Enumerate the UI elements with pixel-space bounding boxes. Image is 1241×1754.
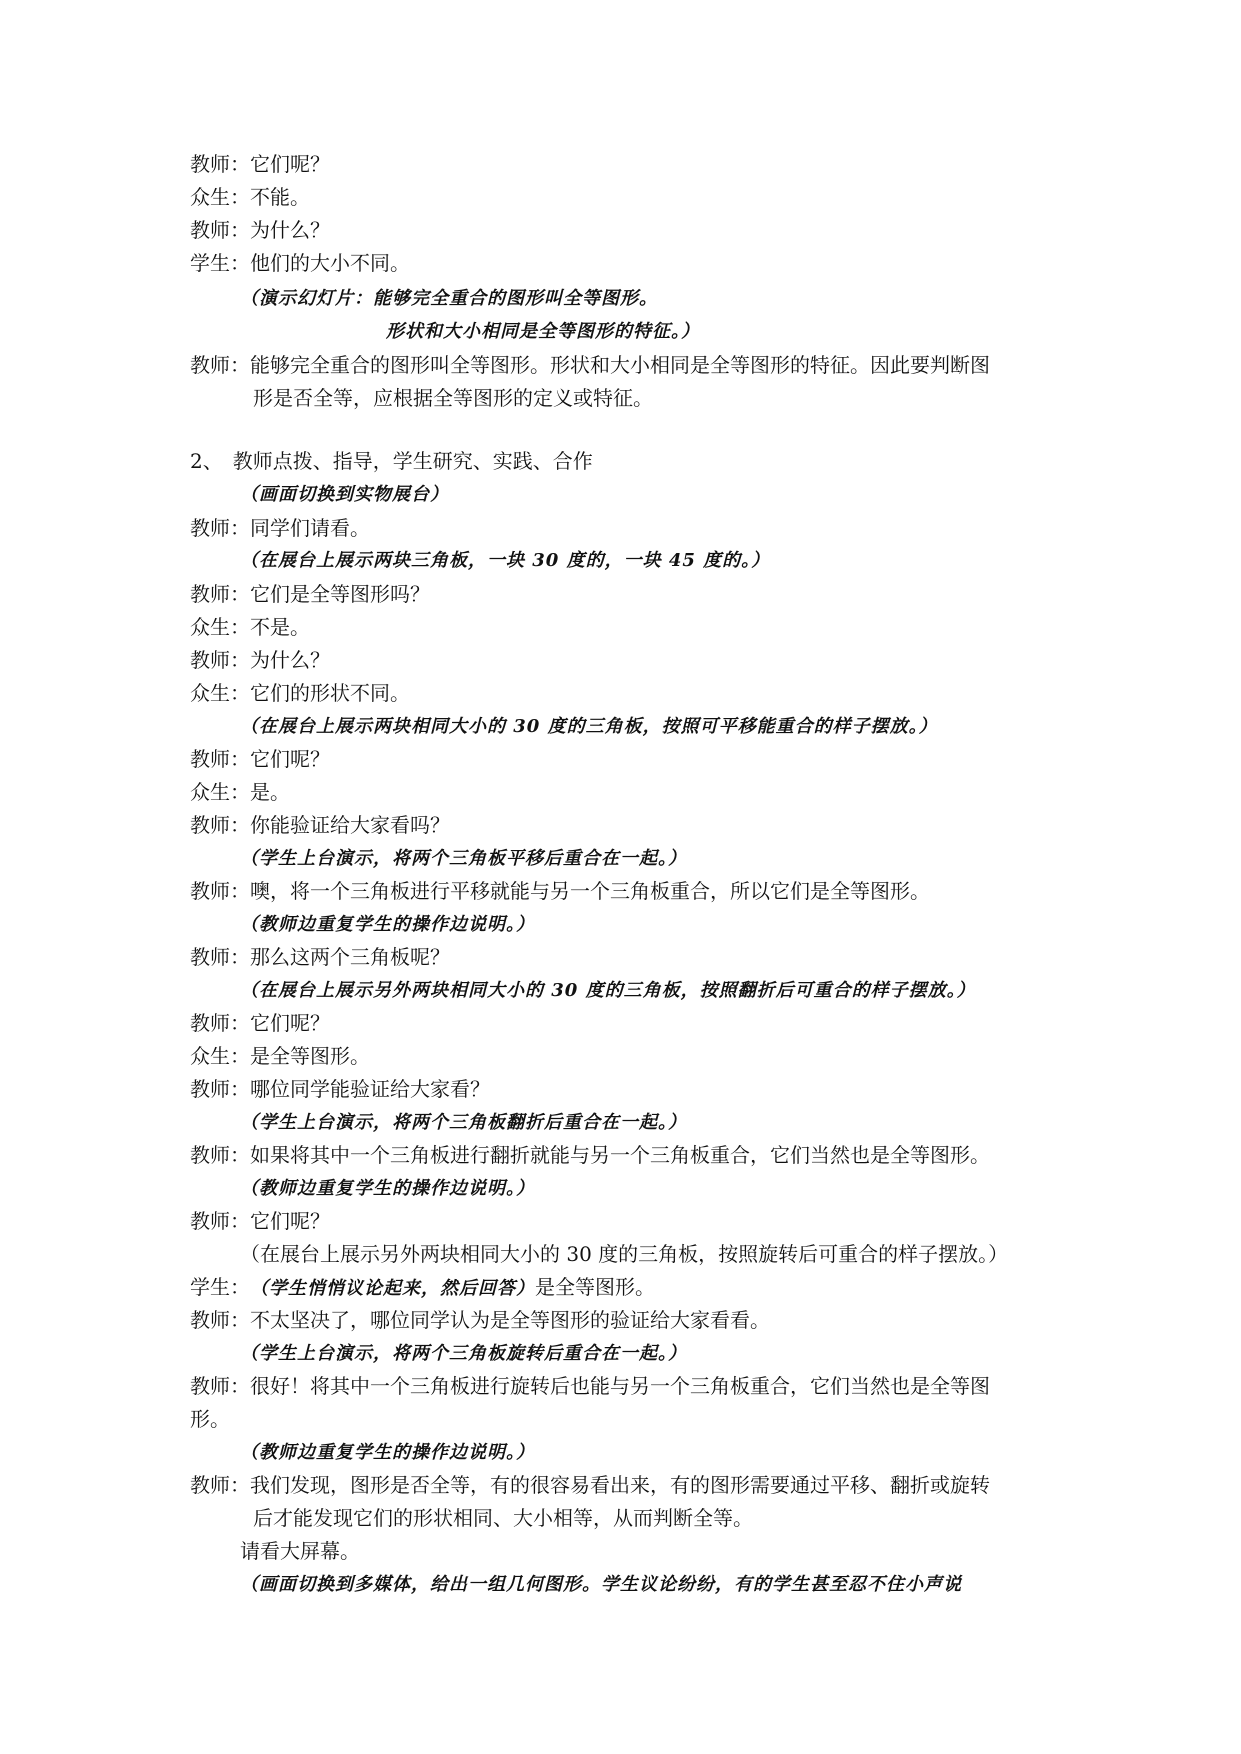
dialogue-line: 众生：是。 <box>190 780 290 804</box>
dialogue-line: 众生：是全等图形。 <box>190 1044 370 1068</box>
dialogue-line: 教师：那么这两个三角板呢？ <box>190 945 450 969</box>
dialogue-line: 形是否全等，应根据全等图形的定义或特征。 <box>253 386 653 410</box>
stage-note: （画面切换到实物展台） <box>240 484 449 505</box>
stage-note: （学生上台演示，将两个三角板翻折后重合在一起。） <box>240 1112 687 1133</box>
dialogue-line: 教师：同学们请看。 <box>190 516 370 540</box>
inline-stage-note: （学生悄悄议论起来，然后回答） <box>250 1278 535 1299</box>
dialogue-line: 请看大屏幕。 <box>240 1539 360 1563</box>
dialogue-line: 众生：不能。 <box>190 185 310 209</box>
stage-note: 形状和大小相同是全等图形的特征。） <box>386 321 700 342</box>
dialogue-line: 教师：它们是全等图形吗？ <box>190 582 430 606</box>
stage-note: （在展台上展示两块三角板，一块 30 度的，一块 45 度的。） <box>240 550 771 571</box>
dialogue-line: 教师：它们呢？ <box>190 152 330 176</box>
reply-text: 是全等图形。 <box>535 1275 655 1299</box>
dialogue-line: 众生：它们的形状不同。 <box>190 681 410 705</box>
dialogue-line: 形。 <box>190 1407 230 1431</box>
dialogue-line: 学生：他们的大小不同。 <box>190 251 410 275</box>
stage-note: （演示幻灯片：能够完全重合的图形叫全等图形。 <box>240 288 658 309</box>
section-heading: 2、 教师点拨、指导，学生研究、实践、合作 <box>190 449 593 473</box>
stage-note: （学生上台演示，将两个三角板旋转后重合在一起。） <box>240 1343 687 1364</box>
dialogue-line: 教师：如果将其中一个三角板进行翻折就能与另一个三角板重合，它们当然也是全等图形。 <box>190 1143 990 1167</box>
dialogue-line: 众生：不是。 <box>190 615 310 639</box>
dialogue-line: 教师：很好！将其中一个三角板进行旋转后也能与另一个三角板重合，它们当然也是全等图 <box>190 1374 990 1398</box>
dialogue-line: 教师：哪位同学能验证给大家看？ <box>190 1077 490 1101</box>
speaker-label: 学生： <box>190 1275 250 1299</box>
dialogue-line: 教师：噢，将一个三角板进行平移就能与另一个三角板重合，所以它们是全等图形。 <box>190 879 930 903</box>
stage-note: （画面切换到多媒体，给出一组几何图形。学生议论纷纷，有的学生甚至忍不住小声说 <box>240 1574 962 1595</box>
dialogue-line: 教师：它们呢？ <box>190 1209 330 1233</box>
dialogue-line: 后才能发现它们的形状相同、大小相等，从而判断全等。 <box>253 1506 753 1530</box>
dialogue-line-mixed <box>190 1273 1070 1303</box>
dialogue-line: 教师：它们呢？ <box>190 747 330 771</box>
stage-note: （在展台上展示另外两块相同大小的 30 度的三角板，按照翻折后可重合的样子摆放。） <box>240 980 976 1001</box>
stage-note: （教师边重复学生的操作边说明。） <box>240 914 535 935</box>
dialogue-line: 教师：能够完全重合的图形叫全等图形。形状和大小相同是全等图形的特征。因此要判断图 <box>190 353 990 377</box>
stage-note: （学生上台演示，将两个三角板平移后重合在一起。） <box>240 848 687 869</box>
dialogue-line: 教师：为什么？ <box>190 218 330 242</box>
stage-note: （教师边重复学生的操作边说明。） <box>240 1178 535 1199</box>
dialogue-line: 教师：为什么？ <box>190 648 330 672</box>
stage-note: （在展台上展示两块相同大小的 30 度的三角板，按照可平移能重合的样子摆放。） <box>240 716 938 737</box>
dialogue-line: 教师：不太坚决了，哪位同学认为是全等图形的验证给大家看看。 <box>190 1308 770 1332</box>
dialogue-line: 教师：我们发现，图形是否全等，有的很容易看出来，有的图形需要通过平移、翻折或旋转 <box>190 1473 990 1497</box>
dialogue-line: 教师：你能验证给大家看吗？ <box>190 813 450 837</box>
stage-note: （教师边重复学生的操作边说明。） <box>240 1442 535 1463</box>
stage-note-plain: （在展台上展示另外两块相同大小的 30 度的三角板，按照旋转后可重合的样子摆放。） <box>240 1242 1009 1266</box>
dialogue-line: 教师：它们呢？ <box>190 1011 330 1035</box>
